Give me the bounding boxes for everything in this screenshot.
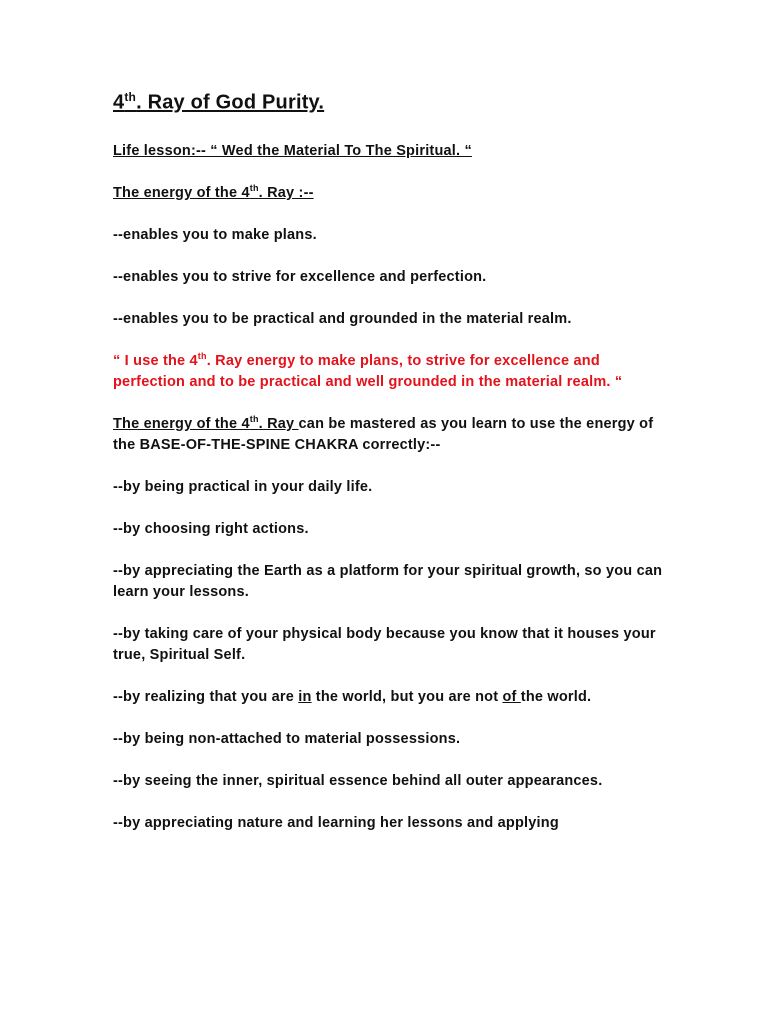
enables-item: --enables you to strive for excellence and perfection. (113, 268, 487, 285)
by-item: --by seeing the inner, spiritual essence behind all outer appearances. (113, 772, 603, 789)
mastered-paragraph: The energy of the 4th. Ray can be mastered as you learn to use the energy of the BASE-OF-THE-SPINE CHAKRA correctly:-- (113, 413, 654, 453)
life-lesson: Life lesson:-- “ Wed the Material To The Spiritual. “ (113, 142, 472, 159)
by-item: --by choosing right actions. (113, 520, 309, 537)
by-item: --by appreciating the Earth as a platform for your spiritual growth, so you can learn your lessons. (113, 562, 663, 600)
affirmation: “ I use the 4th. Ray energy to make plans, to strive for excellence and perfection and to be practical and well grounded in the material realm. “ (113, 350, 623, 390)
by-item: --by appreciating nature and learning her lessons and applying (113, 814, 559, 831)
enables-item: --enables you to make plans. (113, 226, 317, 243)
by-item: --by taking care of your physical body because you know that it houses your true, Spiritual Self. (113, 625, 656, 663)
document-body (113, 90, 673, 855)
by-item: --by being practical in your daily life. (113, 478, 373, 495)
mastered-underlined: The energy of the 4th. Ray (113, 413, 299, 432)
energy-heading: The energy of the 4th. Ray :-- (113, 182, 314, 201)
by-item-realizing: --by realizing that you are in the world, but you are not of the world. (113, 688, 592, 705)
enables-item: --enables you to be practical and grounded in the material realm. (113, 310, 572, 327)
page-title: 4th. Ray of God Purity. (113, 90, 325, 114)
by-item: --by being non-attached to material possessions. (113, 730, 461, 747)
